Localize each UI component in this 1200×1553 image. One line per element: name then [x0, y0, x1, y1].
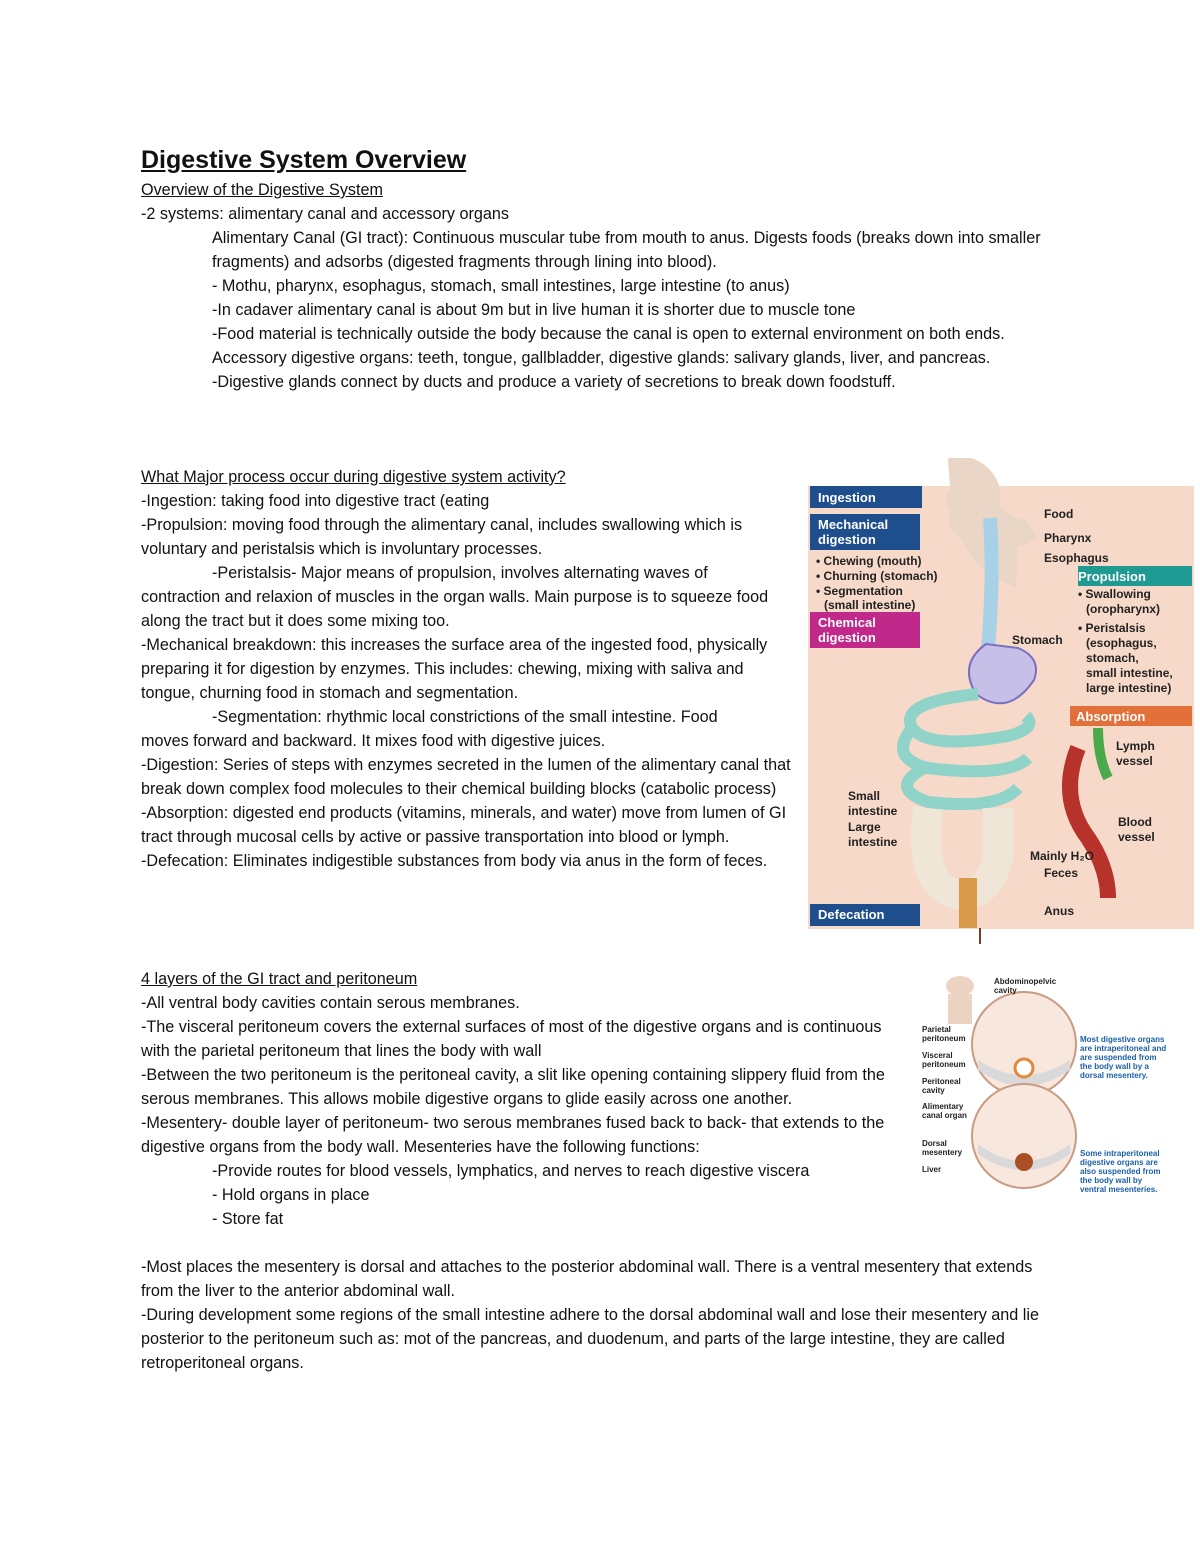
text-line: -Peristalsis- Major means of propulsion, involves alternating waves of	[212, 564, 708, 582]
text-line: -During development some regions of the small intestine adhere to the dorsal abdominal wall and lose their mesentery and lie posterior to the peritoneum such as: mot of the pancreas, and duodenum, and parts of the large intestine, they are called retroperitoneal organs.	[141, 1306, 1040, 1372]
layers-body-bottom	[141, 1255, 1056, 1375]
esophagus-label: Esophagus	[1044, 551, 1109, 565]
section-heading-overview: Overview of the Digestive System	[141, 181, 383, 199]
blood-label-1: Blood	[1118, 815, 1152, 829]
note2-line: digestive organs are	[1080, 1158, 1158, 1167]
chemical-label-2: digestion	[818, 630, 876, 645]
digestive-process-svg	[808, 458, 1194, 946]
prop-item: • Peristalsis	[1078, 621, 1146, 635]
cavity-label-1: Peritoneal	[922, 1077, 961, 1086]
large-intestine-label-2: intestine	[848, 835, 898, 849]
liver-label: Liver	[922, 1165, 942, 1174]
text-line: Accessory digestive organs: teeth, tongue, gallbladder, digestive glands: salivary glands, liver, and pancreas.	[212, 349, 991, 367]
mech-item: • Churning (stomach)	[816, 569, 938, 583]
text-line: moves forward and backward. It mixes food with digestive juices.	[141, 732, 606, 750]
visceral-label-1: Visceral	[922, 1051, 953, 1060]
text-line: -The visceral peritoneum covers the external surfaces of most of the digestive organs and is continuous with the parietal peritoneum that lines the body with wall	[141, 1018, 882, 1060]
text-line: -Between the two peritoneum is the peritoneal cavity, a slit like opening containing slippery fluid from the serous membranes. This allows mobile digestive organs to glide easily across one another.	[141, 1066, 885, 1108]
lymph-label-2: vessel	[1116, 754, 1153, 768]
layers-body-top	[141, 991, 906, 1231]
text-line: -Ingestion: taking food into digestive tract (eating	[141, 492, 490, 510]
page-title: Digestive System Overview	[141, 146, 467, 174]
peritoneum-figure	[920, 972, 1180, 1197]
food-label: Food	[1044, 507, 1074, 521]
pharynx-label: Pharynx	[1044, 531, 1092, 545]
ingestion-label: Ingestion	[818, 490, 876, 505]
mechanical-label-1: Mechanical	[818, 517, 889, 532]
mech-item: • Chewing (mouth)	[816, 554, 922, 568]
defecation-label: Defecation	[818, 907, 885, 922]
text-line: -Defecation: Eliminates indigestible substances from body via anus in the form of feces.	[141, 852, 768, 870]
processes-body	[141, 489, 791, 873]
organ-top	[1015, 1059, 1033, 1077]
note1-line: the body wall by a	[1080, 1062, 1149, 1071]
note1-line: dorsal mesentery.	[1080, 1071, 1148, 1080]
esophagus-shape	[988, 518, 992, 648]
text-line: Alimentary Canal (GI tract): Continuous muscular tube from mouth to anus. Digests foods (breaks down into smaller fragments) and adsorbs (digested fragments through lining into blood).	[212, 229, 1041, 271]
alimentary-label-2: canal organ	[922, 1111, 967, 1120]
dorsal-label-2: mesentery	[922, 1148, 963, 1157]
mechanical-label-2: digestion	[818, 532, 876, 547]
text-line: - Store fat	[212, 1210, 284, 1228]
text-line: -Digestion: Series of steps with enzymes secreted in the lumen of the alimentary canal that break down complex food molecules to their chemical building blocks (catabolic process)	[141, 756, 791, 798]
note2-line: Some intraperitoneal	[1080, 1149, 1160, 1158]
note2-line: the body wall by	[1080, 1176, 1143, 1185]
stomach-label: Stomach	[1012, 633, 1063, 647]
prop-item: large intestine)	[1086, 681, 1172, 695]
text-line: - Mothu, pharynx, esophagus, stomach, small intestines, large intestine (to anus)	[212, 277, 790, 295]
prop-item: small intestine,	[1086, 666, 1173, 680]
absorption-label: Absorption	[1076, 709, 1146, 724]
text-line: -2 systems: alimentary canal and accessory organs	[141, 205, 509, 223]
section-heading-layers: 4 layers of the GI tract and peritoneum	[141, 970, 418, 988]
liver-shape	[1015, 1153, 1033, 1171]
abdominopelvic-label-2: cavity	[994, 986, 1017, 995]
overview-body	[141, 202, 1056, 394]
small-intestine-label-2: intestine	[848, 804, 898, 818]
small-intestine-label-1: Small	[848, 789, 881, 803]
cross-section-bottom	[972, 1084, 1076, 1188]
mech-item: • Segmentation	[816, 584, 903, 598]
text-line: contraction and relaxion of muscles in the organ walls. Main purpose is to squeeze food along the tract but it does some mixing too.	[141, 588, 769, 630]
visceral-label-2: peritoneum	[922, 1060, 966, 1069]
cavity-label-2: cavity	[922, 1086, 945, 1095]
mech-item: (small intestine)	[824, 598, 916, 612]
parietal-label-2: peritoneum	[922, 1034, 966, 1043]
text-line: -Mechanical breakdown: this increases the surface area of the ingested food, physically preparing it for digestion by enzymes. This includes: chewing, mixing with saliva and tongue, churning food in stomach and segmentation.	[141, 636, 768, 702]
text-line: -Propulsion: moving food through the alimentary canal, includes swallowing which is voluntary and peristalsis which is involuntary processes.	[141, 516, 743, 558]
text-line: -Food material is technically outside the body because the canal is open to external environment on both ends.	[212, 325, 1005, 343]
note1-line: Most digestive organs	[1080, 1035, 1165, 1044]
peritoneum-svg	[920, 972, 1180, 1197]
text-line: -Digestive glands connect by ducts and produce a variety of secretions to break down foodstuff.	[212, 373, 896, 391]
parietal-label-1: Parietal	[922, 1025, 951, 1034]
section-heading-processes: What Major process occur during digestive system activity?	[141, 468, 566, 486]
text-line: -All ventral body cavities contain serous membranes.	[141, 994, 520, 1012]
large-intestine-label-1: Large	[848, 820, 881, 834]
alimentary-label-1: Alimentary	[922, 1102, 964, 1111]
chemical-label-1: Chemical	[818, 615, 876, 630]
prop-item: • Swallowing	[1078, 587, 1151, 601]
text-line: -In cadaver alimentary canal is about 9m but in live human it is shorter due to muscle tone	[212, 301, 856, 319]
feces-label: Feces	[1044, 866, 1079, 880]
torso-body	[948, 994, 972, 1024]
text-line: -Most places the mesentery is dorsal and attaches to the posterior abdominal wall. There is a ventral mesentery that extends from the liver to the anterior abdominal wall.	[141, 1258, 1033, 1300]
note1-line: are intraperitoneal and	[1080, 1044, 1167, 1053]
text-line: -Absorption: digested end products (vitamins, minerals, and water) move from lumen of GI tract through mucosal cells by active or passive transportation into blood or lymph.	[141, 804, 787, 846]
text-line: -Provide routes for blood vessels, lymphatics, and nerves to reach digestive viscera	[212, 1162, 810, 1180]
anus-label: Anus	[1044, 904, 1074, 918]
text-line: -Mesentery- double layer of peritoneum- two serous membranes fused back to back- that extends to the digestive organs from the body wall. Mesenteries have the following functions:	[141, 1114, 885, 1156]
text-line: - Hold organs in place	[212, 1186, 370, 1204]
text-line: -Segmentation: rhythmic local constrictions of the small intestine. Food	[212, 708, 718, 726]
torso-head	[946, 976, 974, 996]
prop-item: (esophagus,	[1086, 636, 1157, 650]
abdominopelvic-label-1: Abdominopelvic	[994, 977, 1057, 986]
note2-line: ventral mesenteries.	[1080, 1185, 1158, 1194]
prop-item: (oropharynx)	[1086, 602, 1161, 616]
dorsal-label-1: Dorsal	[922, 1139, 947, 1148]
digestive-process-figure	[808, 458, 1194, 946]
note2-line: also suspended from	[1080, 1167, 1161, 1176]
lymph-label-1: Lymph	[1116, 739, 1155, 753]
water-label: Mainly H₂O	[1030, 849, 1095, 863]
prop-item: stomach,	[1086, 651, 1139, 665]
blood-label-2: vessel	[1118, 830, 1155, 844]
propulsion-label: Propulsion	[1078, 569, 1146, 584]
note1-line: are suspended from	[1080, 1053, 1157, 1062]
